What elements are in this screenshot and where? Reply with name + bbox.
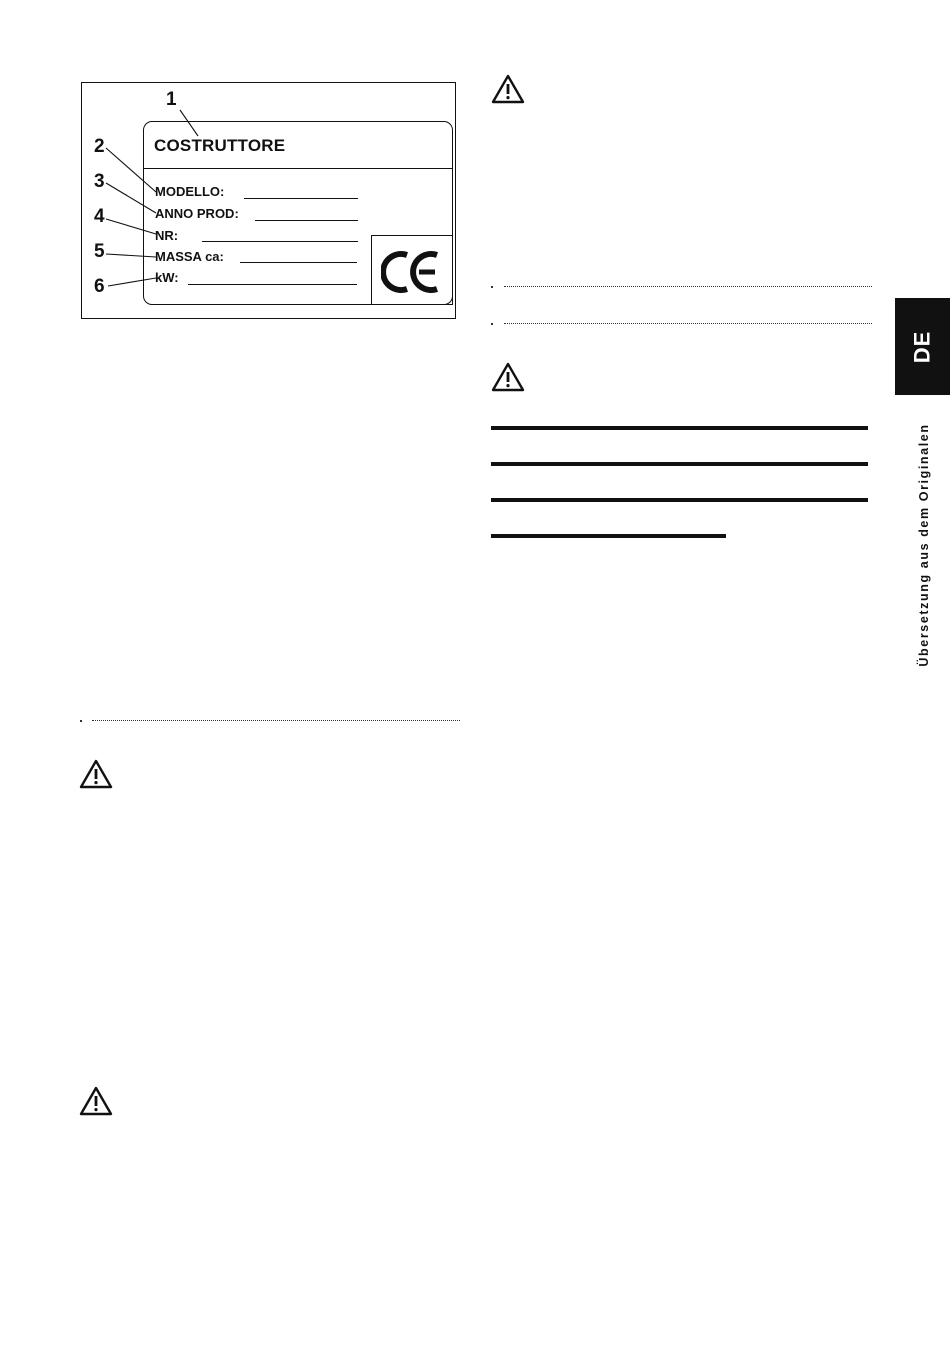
- heavy-rule: [491, 462, 868, 466]
- warning-icon: [491, 362, 525, 392]
- field-label-serial: NR:: [155, 228, 179, 243]
- callout-2: 2: [94, 136, 105, 157]
- field-label-year: ANNO PROD:: [155, 206, 239, 221]
- warning-icon: [79, 1086, 113, 1116]
- language-tab-label: DE: [909, 330, 935, 363]
- translation-note: Übersetzung aus dem Originalen: [917, 423, 931, 667]
- field-label-model: MODELLO:: [155, 184, 225, 199]
- callout-3: 3: [94, 171, 105, 192]
- warning-icon: [79, 759, 113, 789]
- callout-1: 1: [166, 89, 177, 110]
- heavy-rule: [491, 426, 868, 430]
- language-tab-label-wrap: [895, 298, 950, 395]
- ce-mark-icon: [381, 248, 443, 296]
- field-label-mass: MASSA ca:: [155, 249, 224, 264]
- callout-5: 5: [94, 241, 105, 262]
- dotted-rule: [92, 720, 460, 721]
- callout-6: 6: [94, 276, 105, 297]
- callout-4: 4: [94, 206, 105, 227]
- heavy-rule-short: [491, 534, 726, 538]
- heavy-rule: [491, 498, 868, 502]
- dotted-rule-lead: [491, 323, 493, 325]
- field-label-power: kW:: [155, 270, 179, 285]
- nameplate-manufacturer: COSTRUTTORE: [154, 136, 286, 155]
- dotted-rule-lead: [491, 286, 493, 288]
- dotted-rule-lead: [80, 720, 82, 722]
- dotted-rule: [504, 323, 872, 324]
- warning-icon: [491, 74, 525, 104]
- dotted-rule: [504, 286, 872, 287]
